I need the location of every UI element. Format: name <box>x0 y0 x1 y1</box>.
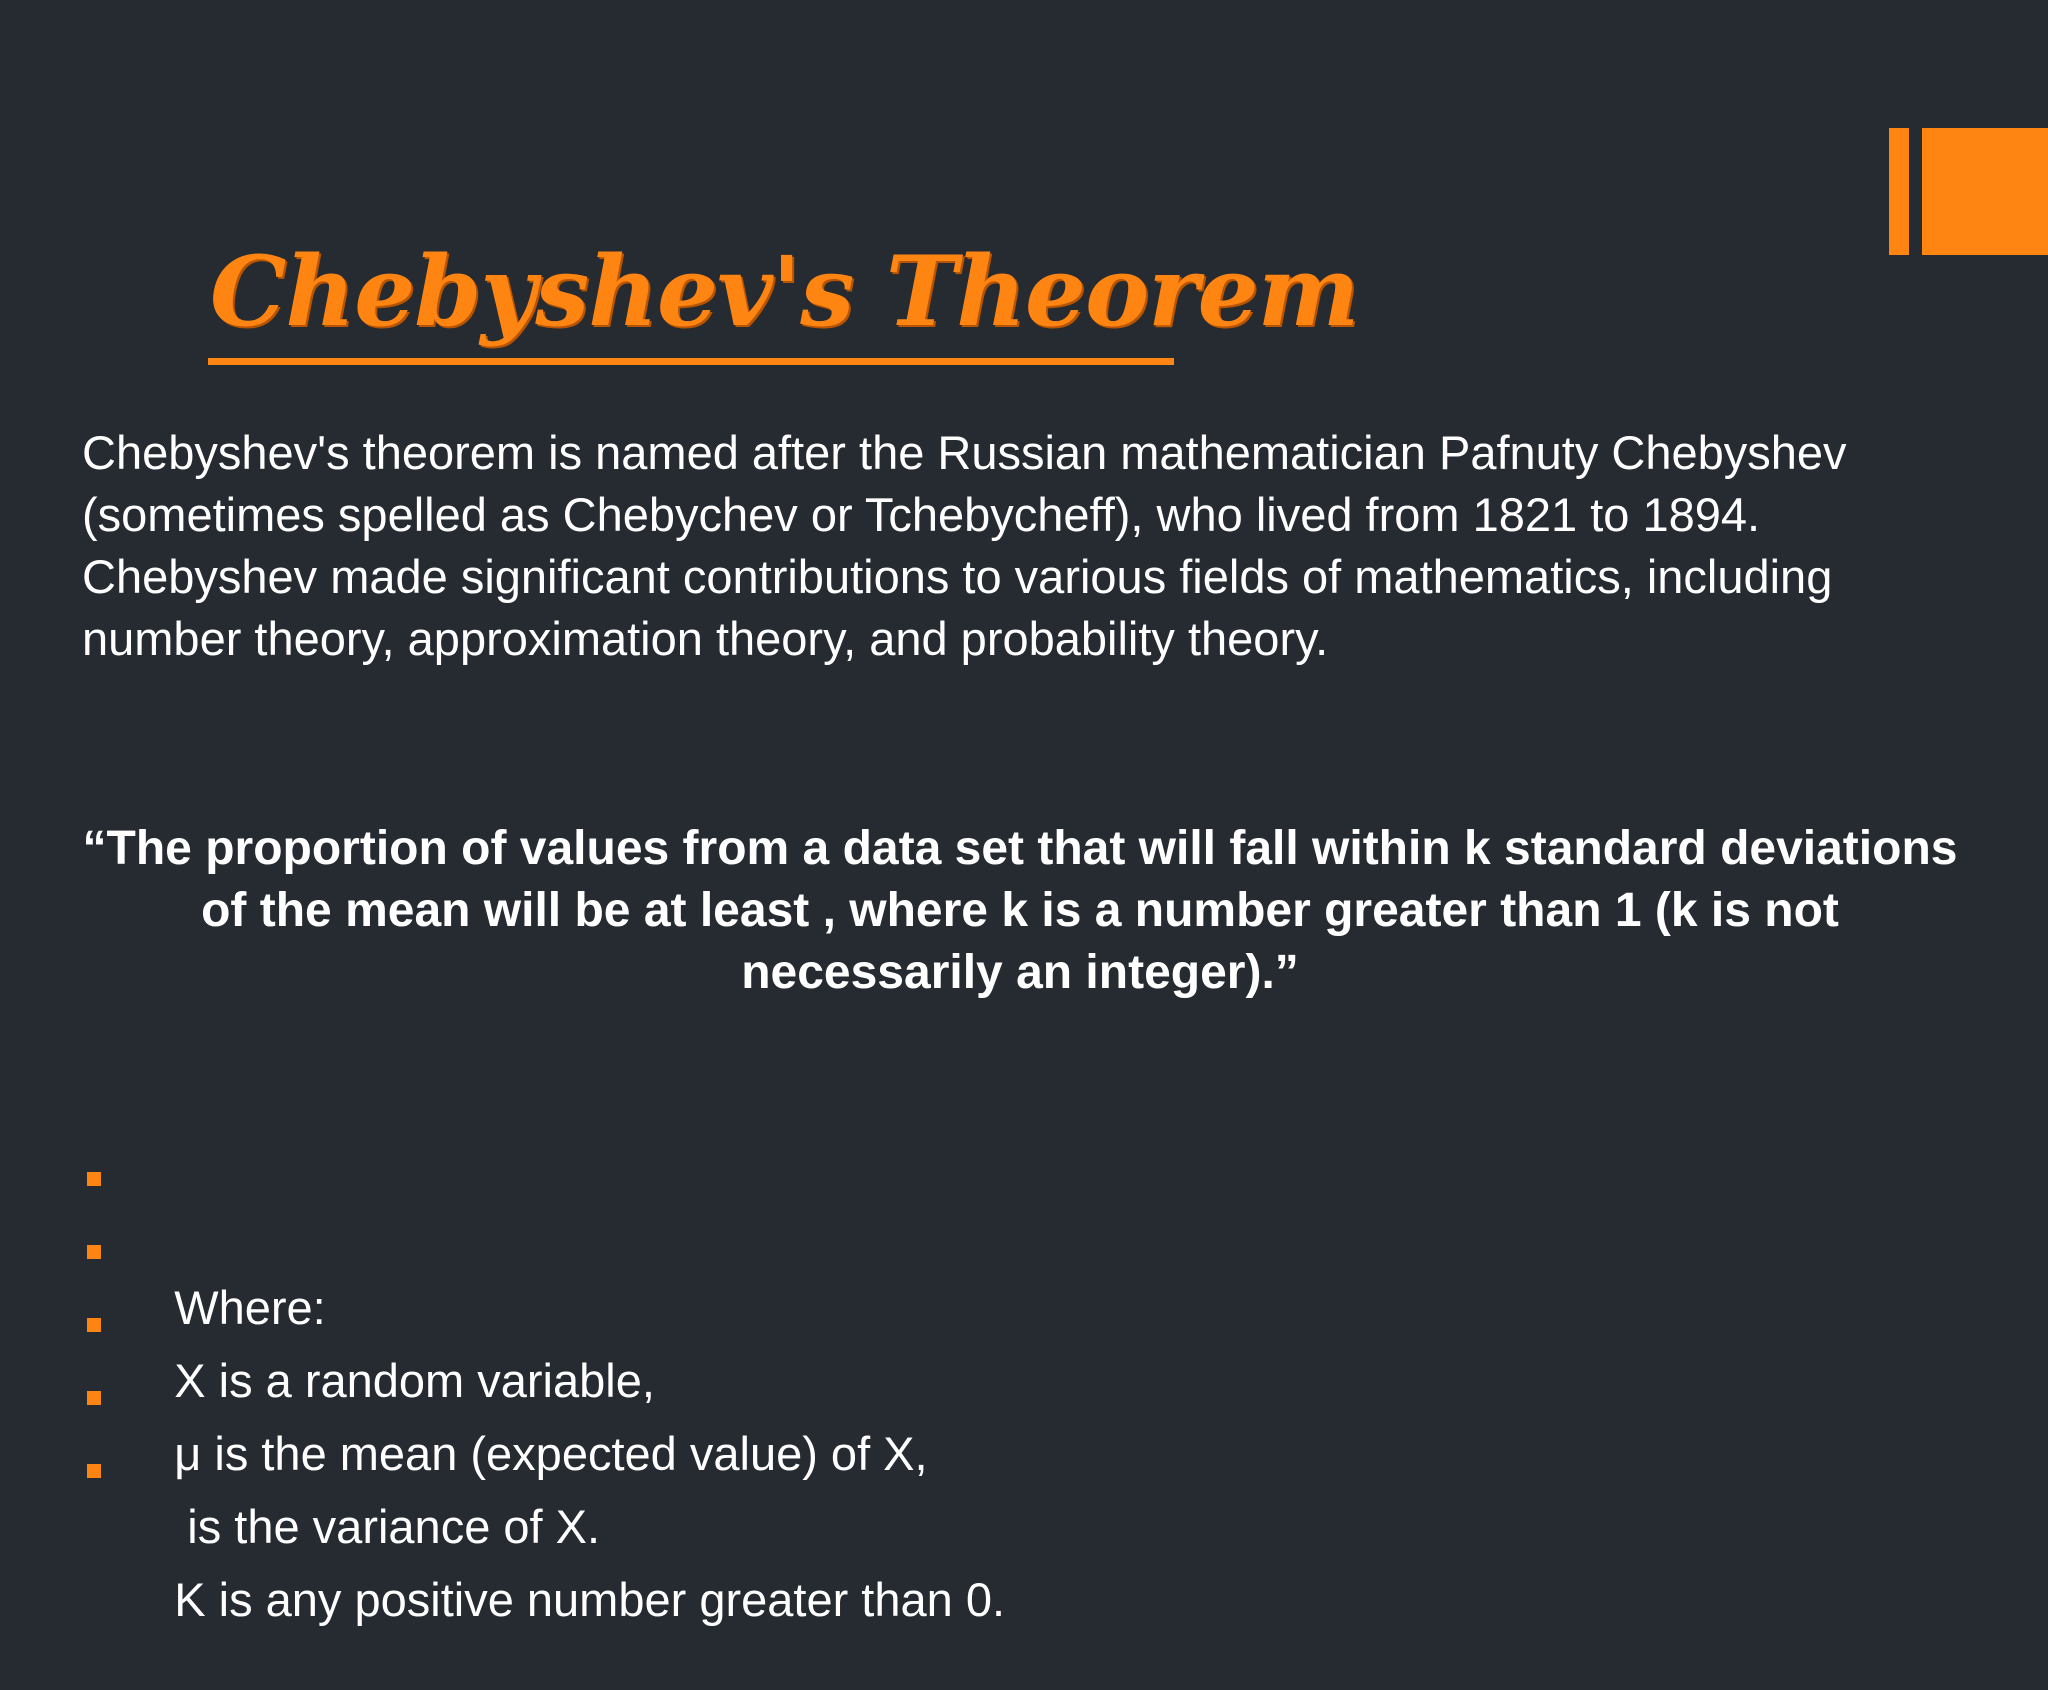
square-bullet-icon <box>87 1245 101 1259</box>
square-bullet-icon <box>87 1464 101 1478</box>
accent-bar-thin <box>1889 128 1909 255</box>
square-bullet-icon <box>87 1391 101 1405</box>
theorem-quote: “The proportion of values from a data set that will fall within k standard deviations of the mean will be at least , where k is a number greater than 1 (k is not necessarily an integer).” <box>82 822 1958 999</box>
title-underline <box>208 358 1174 365</box>
definitions-list <box>84 1158 1006 1626</box>
list-item <box>84 1158 1005 1334</box>
list-item-text: μ is the mean (expected value) of X, <box>174 1427 928 1480</box>
list-item-text: Where: <box>174 1281 326 1334</box>
list-item-text: is the variance of X. <box>174 1500 601 1553</box>
list-item-text: X is a random variable, <box>174 1354 655 1407</box>
intro-paragraph: Chebyshev's theorem is named after the Russian mathematician Pafnuty Chebyshev (sometimes spelled as Chebychev or Tchebycheff), who lived from 1821 to 1894. Chebyshev made significant contributions to various fields of mathematics, including number theory, approximation theory, and probability theory. <box>82 426 1847 665</box>
square-bullet-icon <box>87 1172 101 1186</box>
slide-title: Chebyshev's Theorem <box>210 235 1359 348</box>
accent-bar-thick <box>1922 128 2048 255</box>
square-bullet-icon <box>87 1318 101 1332</box>
list-item-text: K is any positive number greater than 0. <box>174 1573 1006 1626</box>
